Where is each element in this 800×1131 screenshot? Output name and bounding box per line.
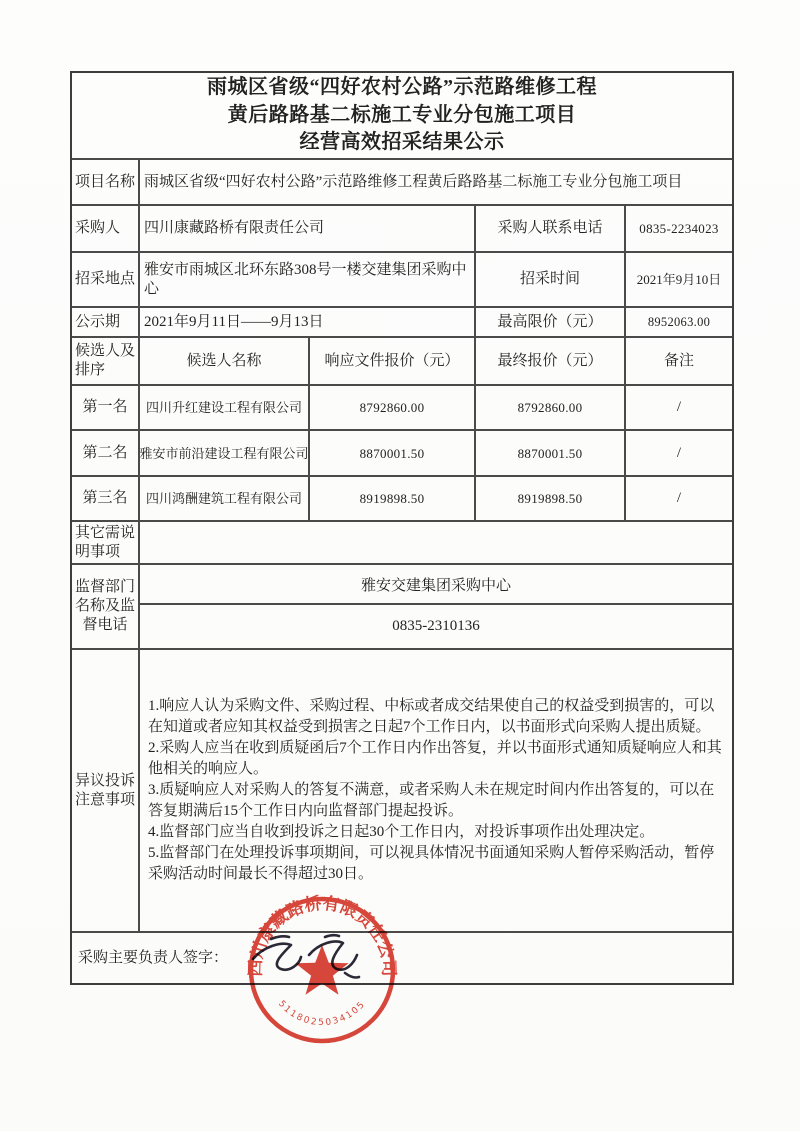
candidate-rank: 第二名: [82, 444, 128, 461]
supervision-phone: 0835-2310136: [140, 603, 732, 648]
purchaser-value: 四川康藏路桥有限责任公司: [138, 206, 474, 251]
period-value: 2021年9月11日——9月13日: [138, 308, 474, 336]
seal-company-name: 四川康藏路桥有限责任公司: [245, 893, 399, 977]
candidate-bid: 8870001.50: [308, 431, 474, 475]
signature-row: [72, 931, 732, 983]
supervision-values: [138, 565, 732, 648]
seal-serial-number: 5118025034105: [276, 999, 368, 1029]
candidate-name: 雅安市前沿建设工程有限公司: [138, 431, 308, 475]
purchaser-phone-label: 采购人联系电话: [474, 206, 624, 251]
objection-item-4: 4.监督部门应当自收到投诉之日起30个工作日内，对投诉事项作出处理决定。: [148, 824, 655, 840]
announcement-table: [70, 71, 734, 985]
purchaser-row: [72, 204, 732, 251]
max-price-value: 8952063.00: [624, 308, 732, 336]
publicity-period-row: [72, 306, 732, 336]
candidate-remark: /: [624, 386, 732, 429]
candidate-final: 8870001.50: [474, 431, 624, 475]
signature-label: 采购主要负责人签字：: [78, 949, 229, 966]
candidates-header-row: [72, 336, 732, 384]
candidates-rank-header: 候选人及排序: [75, 343, 136, 378]
candidates-remark-header: 备注: [624, 338, 732, 384]
objection-item-1: 1.响应人认为采购文件、采购过程、中标或者成交结果使自己的权益受到损害的，可以在知道或者应知其权益受到损害之日起7个工作日内，以书面形式向采购人提出质疑。: [148, 698, 715, 735]
objection-row: [72, 648, 732, 931]
other-notes-label: 其它需说明事项: [75, 524, 136, 560]
candidate-bid: 8792860.00: [308, 386, 474, 429]
title-line-2: 黄后路路基二标施工专业分包施工项目: [227, 103, 577, 126]
location-row: [72, 251, 732, 306]
candidate-rank: 第一名: [82, 399, 128, 415]
max-price-label: 最高限价（元）: [474, 308, 624, 336]
title-block: [72, 73, 732, 158]
table-row: [72, 384, 732, 429]
candidate-bid: 8919898.50: [308, 477, 474, 520]
supervision-row: [72, 563, 732, 648]
time-label: 招采时间: [474, 253, 624, 306]
candidate-remark: /: [624, 477, 732, 520]
table-row: [72, 429, 732, 475]
candidates-bid-header: 响应文件报价（元）: [308, 338, 474, 384]
candidate-name: 四川鸿酬建筑工程有限公司: [138, 477, 308, 520]
candidate-name: 四川升红建设工程有限公司: [138, 386, 308, 429]
objection-label: 异议投诉注意事项: [75, 772, 136, 808]
purchaser-phone-value: 0835-2234023: [624, 206, 732, 251]
candidate-remark: /: [624, 431, 732, 475]
candidate-final: 8792860.00: [474, 386, 624, 429]
project-name-value: 雨城区省级“四好农村公路”示范路维修工程黄后路路基二标施工专业分包施工项目: [138, 160, 732, 204]
candidate-rank: 第三名: [82, 490, 128, 506]
document-title: [72, 73, 732, 158]
project-name-row: [72, 158, 732, 204]
project-name-label: 项目名称: [75, 173, 136, 190]
objection-item-5: 5.监督部门在处理投诉事项期间，可以视具体情况书面通知采购人暂停采购活动，暂停采购活动时间最长不得超过30日。: [148, 845, 715, 882]
candidates-name-header: 候选人名称: [138, 338, 308, 384]
time-value: 2021年9月10日: [624, 253, 732, 306]
objection-item-2: 2.采购人应当在收到质疑函后7个工作日内作出答复，并以书面形式通知质疑响应人和其他相关的响应人。: [148, 740, 722, 777]
other-notes-value: [138, 522, 732, 563]
table-row: [72, 475, 732, 520]
location-label: 招采地点: [75, 271, 136, 287]
objection-content: [138, 650, 732, 931]
svg-text:5118025034105: [276, 999, 368, 1028]
handwritten-signature: [247, 925, 375, 995]
candidate-final: 8919898.50: [474, 477, 624, 520]
location-value: 雅安市雨城区北环东路308号一楼交建集团采购中心: [138, 253, 474, 306]
supervision-label: 监督部门名称及监督电话: [75, 579, 136, 633]
purchaser-label: 采购人: [75, 220, 121, 236]
supervision-department: 雅安交建集团采购中心: [360, 577, 511, 594]
candidates-final-header: 最终报价（元）: [474, 338, 624, 384]
title-line-3: 经营高效招采结果公示: [299, 131, 505, 154]
other-notes-row: [72, 520, 732, 563]
objection-item-3: 3.质疑响应人对采购人的答复不满意，或者采购人未在规定时间内作出答复的，可以在答复期满后15个工作日内向监督部门提起投诉。: [148, 782, 715, 819]
title-line-1: 雨城区省级“四好农村公路”示范路维修工程: [207, 76, 597, 99]
period-label: 公示期: [75, 313, 121, 330]
